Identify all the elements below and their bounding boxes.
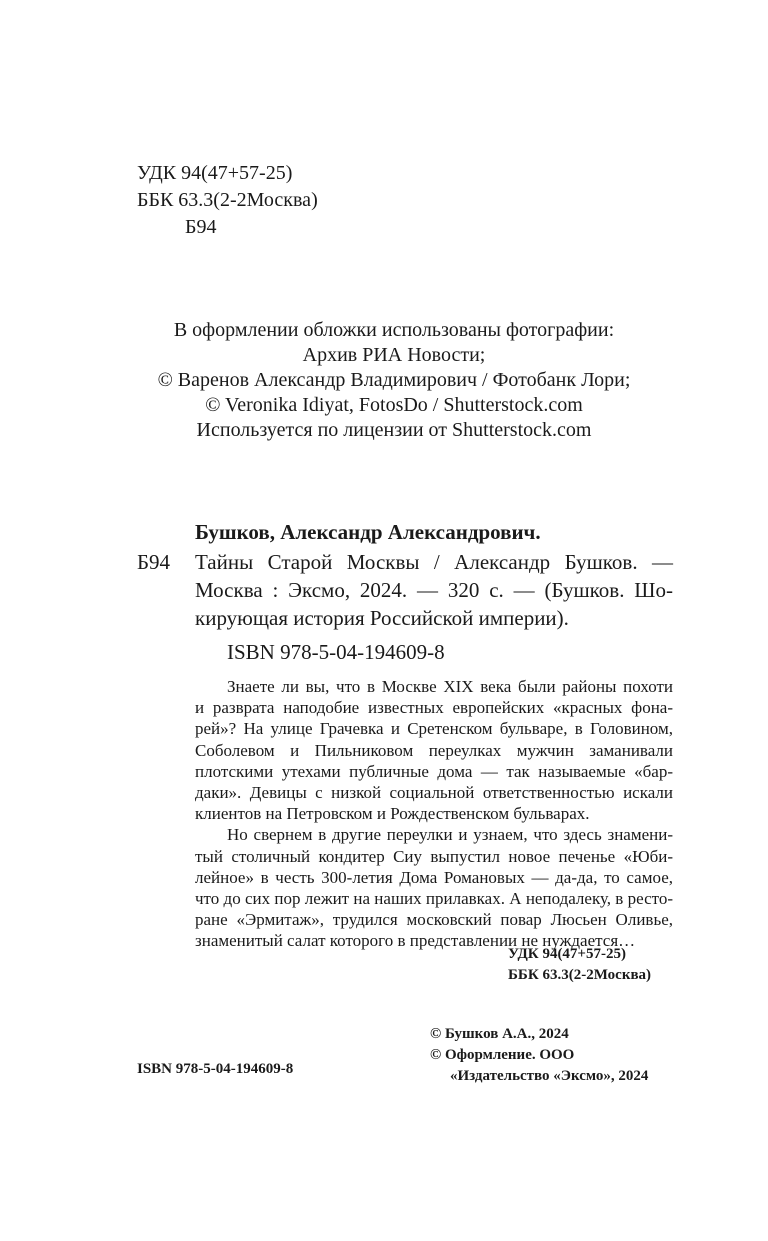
classification-top bbox=[137, 160, 318, 241]
annotation-line: клиентов на Петровском и Рождественском бульварах. bbox=[195, 804, 590, 824]
annotation-line: знаменитый салат которого в представлении не нуждается… bbox=[195, 931, 636, 951]
author-mark: Б94 bbox=[185, 216, 217, 238]
udk-code-bottom: УДК 94(47+57-25) bbox=[508, 946, 626, 962]
classification-bottom bbox=[508, 944, 651, 986]
bbk-code: ББК 63.3(2-2Москва) bbox=[137, 189, 318, 211]
record-isbn: ISBN 978-5-04-194609-8 bbox=[227, 640, 445, 664]
credit-line: © Veronika Idiyat, FotosDo / Shutterstock.com bbox=[205, 394, 583, 416]
copyright-design: © Оформление. ООО bbox=[430, 1047, 575, 1063]
annotation-line: плотскими утехами публичные дома — так называемые «бар- bbox=[195, 761, 673, 781]
record-author-mark: Б94 bbox=[137, 550, 171, 574]
udk-code: УДК 94(47+57-25) bbox=[137, 162, 293, 184]
annotation-line: тый столичный кондитер Сиу выпустил новое печенье «Юби- bbox=[195, 846, 673, 866]
credit-line: © Варенов Александр Владимирович / Фотобанк Лори; bbox=[157, 369, 631, 391]
record-line: Москва : Эксмо, 2024. — 320 с. — (Бушков. Шо- bbox=[195, 578, 673, 602]
copyright-author: © Бушков А.А., 2024 bbox=[430, 1026, 569, 1042]
annotation-line: Но свернем в другие переулки и узнаем, что здесь знамени- bbox=[227, 825, 673, 845]
annotation-line: Соболевом и Пильниковом переулках мужчин заманивали bbox=[195, 740, 673, 760]
annotation-line: что до сих пор лежит на наших прилавках. А неподалеку, в ресто- bbox=[195, 889, 673, 909]
credit-line: Архив РИА Новости; bbox=[302, 344, 486, 366]
annotation-line: ране «Эрмитаж», трудился московский повар Люсьен Оливье, bbox=[195, 910, 673, 930]
annotation-line: лейное» в честь 300-летия Дома Романовых — да-да, то самое, bbox=[195, 867, 673, 887]
record-line: Тайны Старой Москвы / Александр Бушков. — bbox=[195, 550, 673, 574]
copyright-publisher: «Издательство «Эксмо», 2024 bbox=[450, 1068, 649, 1084]
annotation-line: рей»? На улице Грачевка и Сретенском бульваре, в Головином, bbox=[195, 719, 673, 739]
record-line: кирующая история Российской империи). bbox=[195, 606, 569, 630]
record-description bbox=[195, 548, 673, 632]
record-author: Бушков, Александр Александрович. bbox=[195, 520, 541, 544]
isbn-bottom: ISBN 978-5-04-194609-8 bbox=[137, 1061, 294, 1077]
copyright-block bbox=[430, 1024, 648, 1087]
annotation-line: Знаете ли вы, что в Москве XIX века были районы похоти bbox=[227, 677, 673, 696]
credit-line: В оформлении обложки использованы фотографии: bbox=[173, 319, 615, 341]
credit-line: Используется по лицензии от Shutterstock.com bbox=[196, 419, 592, 441]
cover-credits bbox=[0, 318, 768, 443]
bbk-code-bottom: ББК 63.3(2-2Москва) bbox=[508, 967, 652, 983]
annotation bbox=[195, 676, 673, 952]
annotation-line: даки». Девицы с низкой социальной ответственностью искали bbox=[195, 783, 673, 803]
annotation-line: и разврата наподобие известных европейских «красных фона- bbox=[195, 698, 673, 718]
